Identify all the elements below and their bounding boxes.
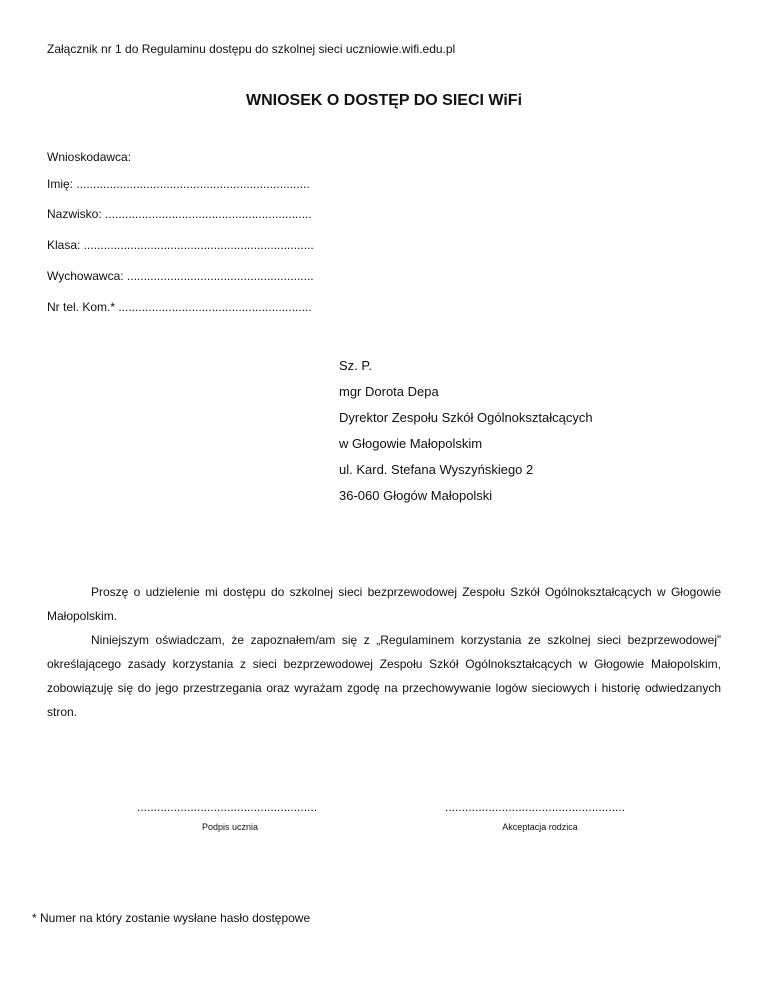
- request-body: [47, 580, 721, 724]
- field-homeroom-teacher: Wychowawca: ........................................................: [47, 269, 314, 283]
- declaration-paragraph: Niniejszym oświadczam, że zapoznałem/am się z „Regulaminem korzystania ze szkolnej sieci bezprzewodowej” określającego zasady korzystania z sieci bezprzewodowej Zespołu Szkół Ogólnokształcących w Głogowie Małopolskim, zobowiązuję się do jego przestrzegania oraz wyrażam zgodę na przechowywanie logów sieciowych i historię odwiedzanych stron.: [47, 633, 721, 719]
- request-paragraph: Proszę o udzielenie mi dostępu do szkolnej sieci bezprzewodowej Zespołu Szkół Ogólnokształcących w Głogowie Małopolskim.: [47, 585, 721, 623]
- recipient-postal-city: 36-060 Głogów Małopolski: [339, 488, 493, 503]
- header-note: Załącznik nr 1 do Regulaminu dostępu do szkolnej sieci uczniowie.wifi.edu.pl: [47, 42, 456, 56]
- parent-signature-label: Akceptacja rodzica: [502, 822, 578, 832]
- recipient-street: ul. Kard. Stefana Wyszyńskiego 2: [339, 462, 534, 477]
- field-last-name: Nazwisko: ..............................................................: [47, 207, 312, 221]
- field-phone-number: Nr tel. Kom.* ..........................................................: [47, 300, 312, 314]
- student-signature-line: ......................................................: [137, 800, 318, 814]
- field-first-name: Imię: ......................................................................: [47, 177, 310, 191]
- student-signature-label: Podpis ucznia: [201, 822, 259, 832]
- applicant-heading: Wnioskodawca:: [47, 150, 132, 164]
- recipient-position: Dyrektor Zespołu Szkół Ogólnokształcących: [339, 410, 593, 425]
- recipient-salutation: Sz. P.: [339, 358, 373, 373]
- field-class: Klasa: .....................................................................: [47, 238, 314, 252]
- recipient-location: w Głogowie Małopolskim: [339, 436, 483, 451]
- footnote: * Numer na który zostanie wysłane hasło dostępowe: [32, 911, 311, 925]
- document-title: WNIOSEK O DOSTĘP DO SIECI WiFi: [245, 92, 523, 109]
- recipient-name: mgr Dorota Depa: [339, 384, 439, 399]
- parent-signature-line: ......................................................: [445, 800, 626, 814]
